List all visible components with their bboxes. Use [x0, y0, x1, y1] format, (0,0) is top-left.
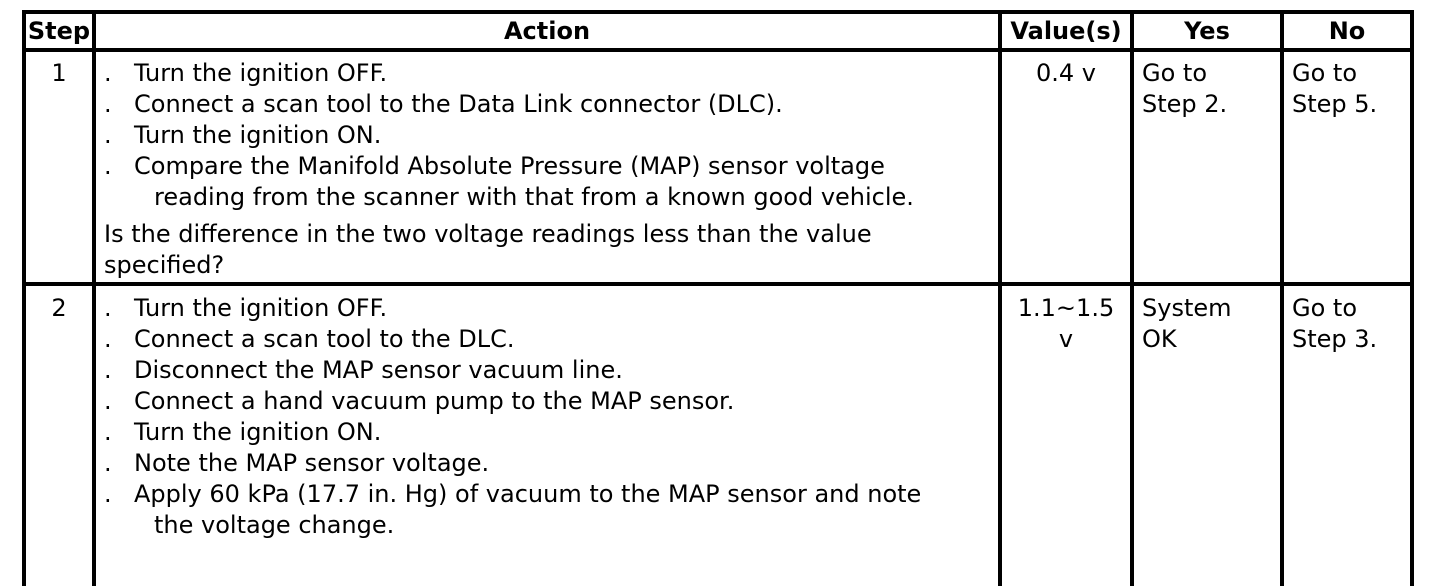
action-text: Connect a scan tool to the Data Link connector (DLC). — [134, 90, 783, 118]
bullet: . — [104, 325, 112, 353]
row1-value: 0.4 v — [1036, 59, 1096, 87]
bullet: . — [104, 449, 112, 477]
row1-question-line2: specified? — [104, 251, 225, 279]
row-divider — [22, 282, 1414, 286]
header-no: No — [1328, 17, 1366, 45]
list-item — [104, 120, 994, 151]
action-text: Note the MAP sensor voltage. — [134, 449, 490, 477]
bullet: . — [104, 418, 112, 446]
row2-value-line1: 1.1~1.5 — [1017, 294, 1115, 322]
table-right-border — [1410, 10, 1414, 586]
header-action: Action — [503, 17, 591, 45]
column-divider-yes — [1280, 10, 1284, 586]
action-text: Turn the ignition OFF. — [134, 59, 388, 87]
header-step: Step — [27, 17, 91, 45]
row1-yes — [1142, 58, 1227, 120]
row2-action-list — [104, 293, 994, 541]
row1-yes-line2: Step 2. — [1142, 90, 1228, 118]
list-item — [104, 448, 994, 479]
column-divider-step — [92, 10, 96, 586]
list-item — [104, 324, 994, 355]
bullet: . — [104, 90, 112, 118]
row2-no-line1: Go to — [1292, 294, 1358, 322]
row1-yes-line1: Go to — [1142, 59, 1208, 87]
action-text: Connect a scan tool to the DLC. — [134, 325, 515, 353]
bullet: . — [104, 152, 112, 180]
list-item — [104, 151, 994, 182]
row2-value — [1002, 293, 1130, 355]
row1-step: 1 — [51, 59, 67, 87]
row2-yes — [1142, 293, 1232, 355]
bullet: . — [104, 387, 112, 415]
header-values: Value(s) — [1010, 17, 1122, 45]
bullet: . — [104, 356, 112, 384]
row2-value-line2: v — [1058, 325, 1074, 353]
row2-step: 2 — [51, 294, 67, 322]
bullet: . — [104, 59, 112, 87]
row2-yes-line2: OK — [1142, 325, 1177, 353]
action-text: Compare the Manifold Absolute Pressure (MAP) sensor voltage — [134, 152, 885, 180]
action-text: Disconnect the MAP sensor vacuum line. — [134, 356, 623, 384]
list-item — [104, 293, 994, 324]
list-item — [104, 355, 994, 386]
row1-action-list — [104, 58, 994, 281]
action-continuation: reading from the scanner with that from a known good vehicle. — [154, 183, 914, 211]
row1-no — [1292, 58, 1377, 120]
bullet: . — [104, 480, 112, 508]
row2-no-line2: Step 3. — [1292, 325, 1378, 353]
bullet: . — [104, 294, 112, 322]
bullet: . — [104, 121, 112, 149]
row1-no-line2: Step 5. — [1292, 90, 1378, 118]
header-yes: Yes — [1184, 17, 1230, 45]
row2-yes-line1: System — [1142, 294, 1232, 322]
row1-question-line1: Is the difference in the two voltage readings less than the value — [104, 220, 872, 248]
action-text: Turn the ignition OFF. — [134, 294, 388, 322]
action-text: Turn the ignition ON. — [134, 121, 382, 149]
header-bottom-border — [22, 48, 1414, 52]
list-item — [104, 417, 994, 448]
row2-no — [1292, 293, 1377, 355]
action-text: Apply 60 kPa (17.7 in. Hg) of vacuum to the MAP sensor and note — [134, 480, 922, 508]
list-item — [104, 479, 994, 510]
action-text: Turn the ignition ON. — [134, 418, 382, 446]
action-text: Connect a hand vacuum pump to the MAP sensor. — [134, 387, 735, 415]
list-item — [104, 89, 994, 120]
list-item — [104, 58, 994, 89]
column-divider-values — [1130, 10, 1134, 586]
row1-no-line1: Go to — [1292, 59, 1358, 87]
action-continuation: the voltage change. — [154, 511, 395, 539]
list-item — [104, 386, 994, 417]
